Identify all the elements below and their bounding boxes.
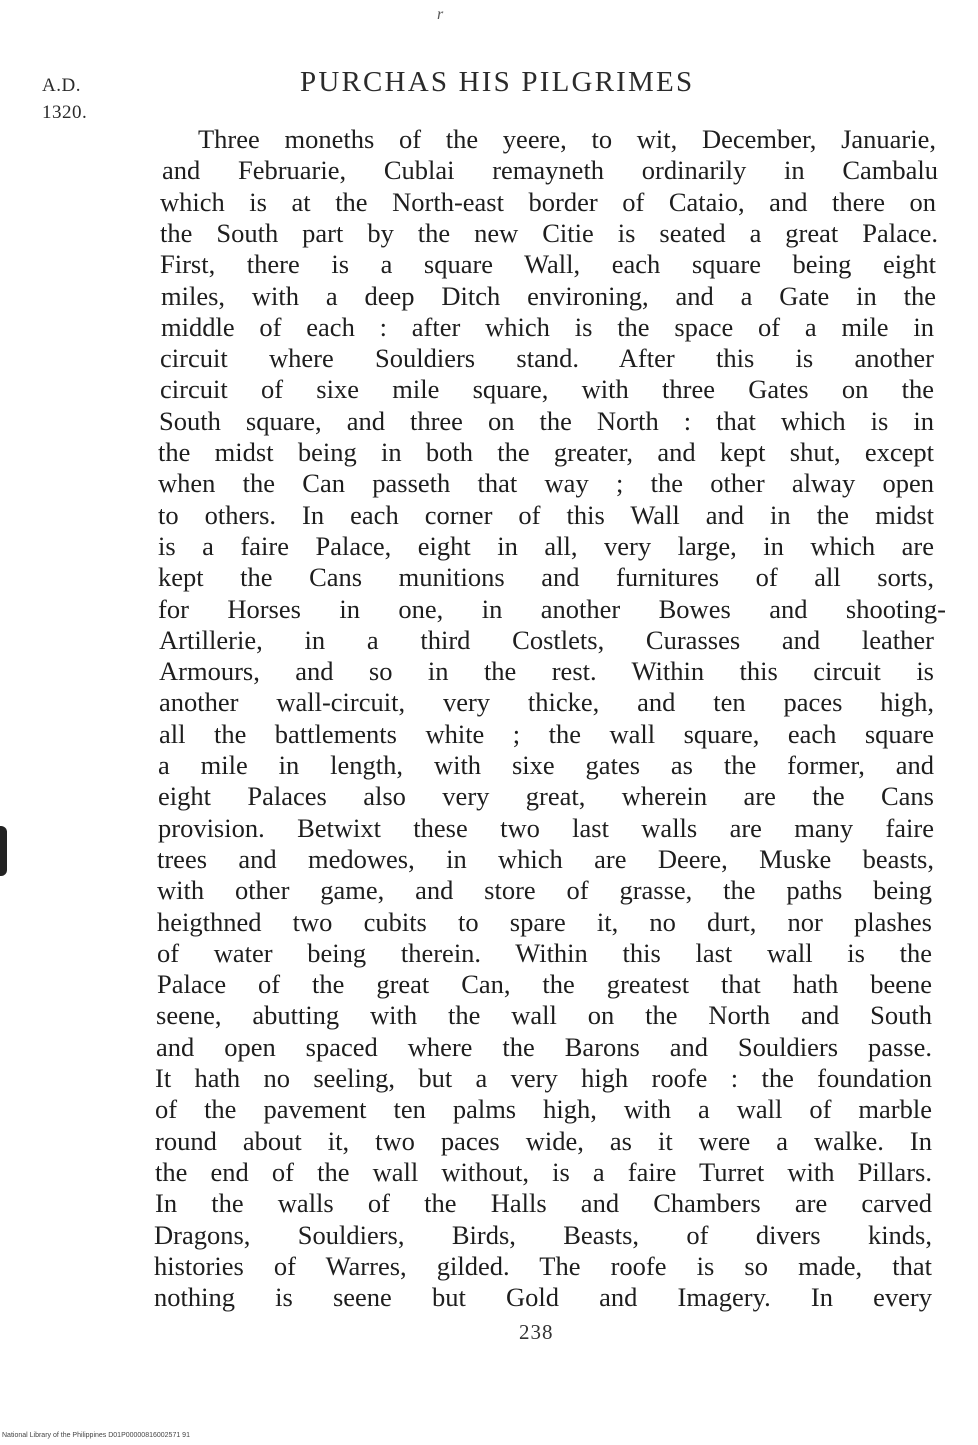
text-line: when the Can passeth that way ; the other alway open [158, 468, 934, 498]
text-line: the South part by the new Citie is seated a great Palace. [160, 218, 938, 248]
text-line: middle of each : after which is the space of a mile in [161, 312, 934, 342]
text-line: kept the Cans munitions and furnitures of all sorts, [158, 562, 934, 592]
text-line: and open spaced where the Barons and Souldiers passe. [156, 1032, 932, 1062]
text-line: Palace of the great Can, the greatest that hath beene [157, 969, 932, 999]
text-line: and Februarie, Cublai remayneth ordinarily in Cambalu [162, 155, 938, 185]
text-line: In the walls of the Halls and Chambers are carved [155, 1188, 932, 1218]
text-line: all the battlements white ; the wall square, each square [159, 719, 934, 749]
text-line: South square, and three on the North : that which is in [159, 406, 934, 436]
top-mark: r [437, 6, 444, 23]
margin-note-line: 1320. [42, 102, 88, 123]
text-line: trees and medowes, in which are Deere, Muske beasts, [157, 844, 934, 874]
text-line: Dragons, Souldiers, Birds, Beasts, of divers kinds, [154, 1220, 932, 1250]
text-line: nothing is seene but Gold and Imagery. In every [154, 1282, 932, 1312]
edge-blot [0, 826, 7, 876]
text-line: another wall-circuit, very thicke, and ten paces high, [159, 687, 934, 717]
text-line: of the pavement ten palms high, with a wall of marble [155, 1094, 932, 1124]
text-line: round about it, two paces wide, as it were a walke. In [155, 1126, 932, 1156]
text-line: Armours, and so in the rest. Within this circuit is [159, 656, 934, 686]
text-line: Three moneths of the yeere, to wit, December, Januarie, [198, 124, 936, 154]
text-line: Artillerie, in a third Costlets, Curasses and leather [159, 625, 934, 655]
text-line: which is at the North-east border of Cataio, and there on [160, 187, 936, 217]
text-line: the midst being in both the greater, and kept shut, except [158, 437, 934, 467]
text-line: It hath no seeling, but a very high roofe : the foundation [155, 1063, 932, 1093]
text-line: is a faire Palace, eight in all, very large, in which are [158, 531, 934, 561]
text-line: the end of the wall without, is a faire Turret with Pillars. [155, 1157, 932, 1187]
text-line: circuit where Souldiers stand. After this is another [160, 343, 934, 373]
running-head: PURCHAS HIS PILGRIMES [300, 66, 695, 98]
text-line: for Horses in one, in another Bowes and shooting- [158, 594, 946, 624]
text-line: a mile in length, with sixe gates as the former, and [158, 750, 934, 780]
text-line: miles, with a deep Ditch environing, and a Gate in the [161, 281, 936, 311]
page-number: 238 [519, 1320, 554, 1344]
text-line: of water being therein. Within this last wall is the [157, 938, 932, 968]
text-line: eight Palaces also very great, wherein are the Cans [158, 781, 934, 811]
text-line: to others. In each corner of this Wall and in the midst [158, 500, 934, 530]
text-line: seene, abutting with the wall on the North and South [156, 1000, 932, 1030]
text-line: heigthned two cubits to spare it, no durt, nor plashes [157, 907, 932, 937]
margin-date-note [42, 72, 87, 126]
text-line: histories of Warres, gilded. The roofe is so made, that [154, 1251, 932, 1281]
text-line: First, there is a square Wall, each square being eight [160, 249, 936, 279]
text-line: with other game, and store of grasse, the paths being [157, 875, 932, 905]
margin-note-line: A.D. [42, 75, 81, 96]
footer-credit: National Library of the Philippines D01P00000816002571 91 [2, 1432, 190, 1439]
text-line: provision. Betwixt these two last walls are many faire [158, 813, 934, 843]
text-line: circuit of sixe mile square, with three Gates on the [160, 374, 934, 404]
